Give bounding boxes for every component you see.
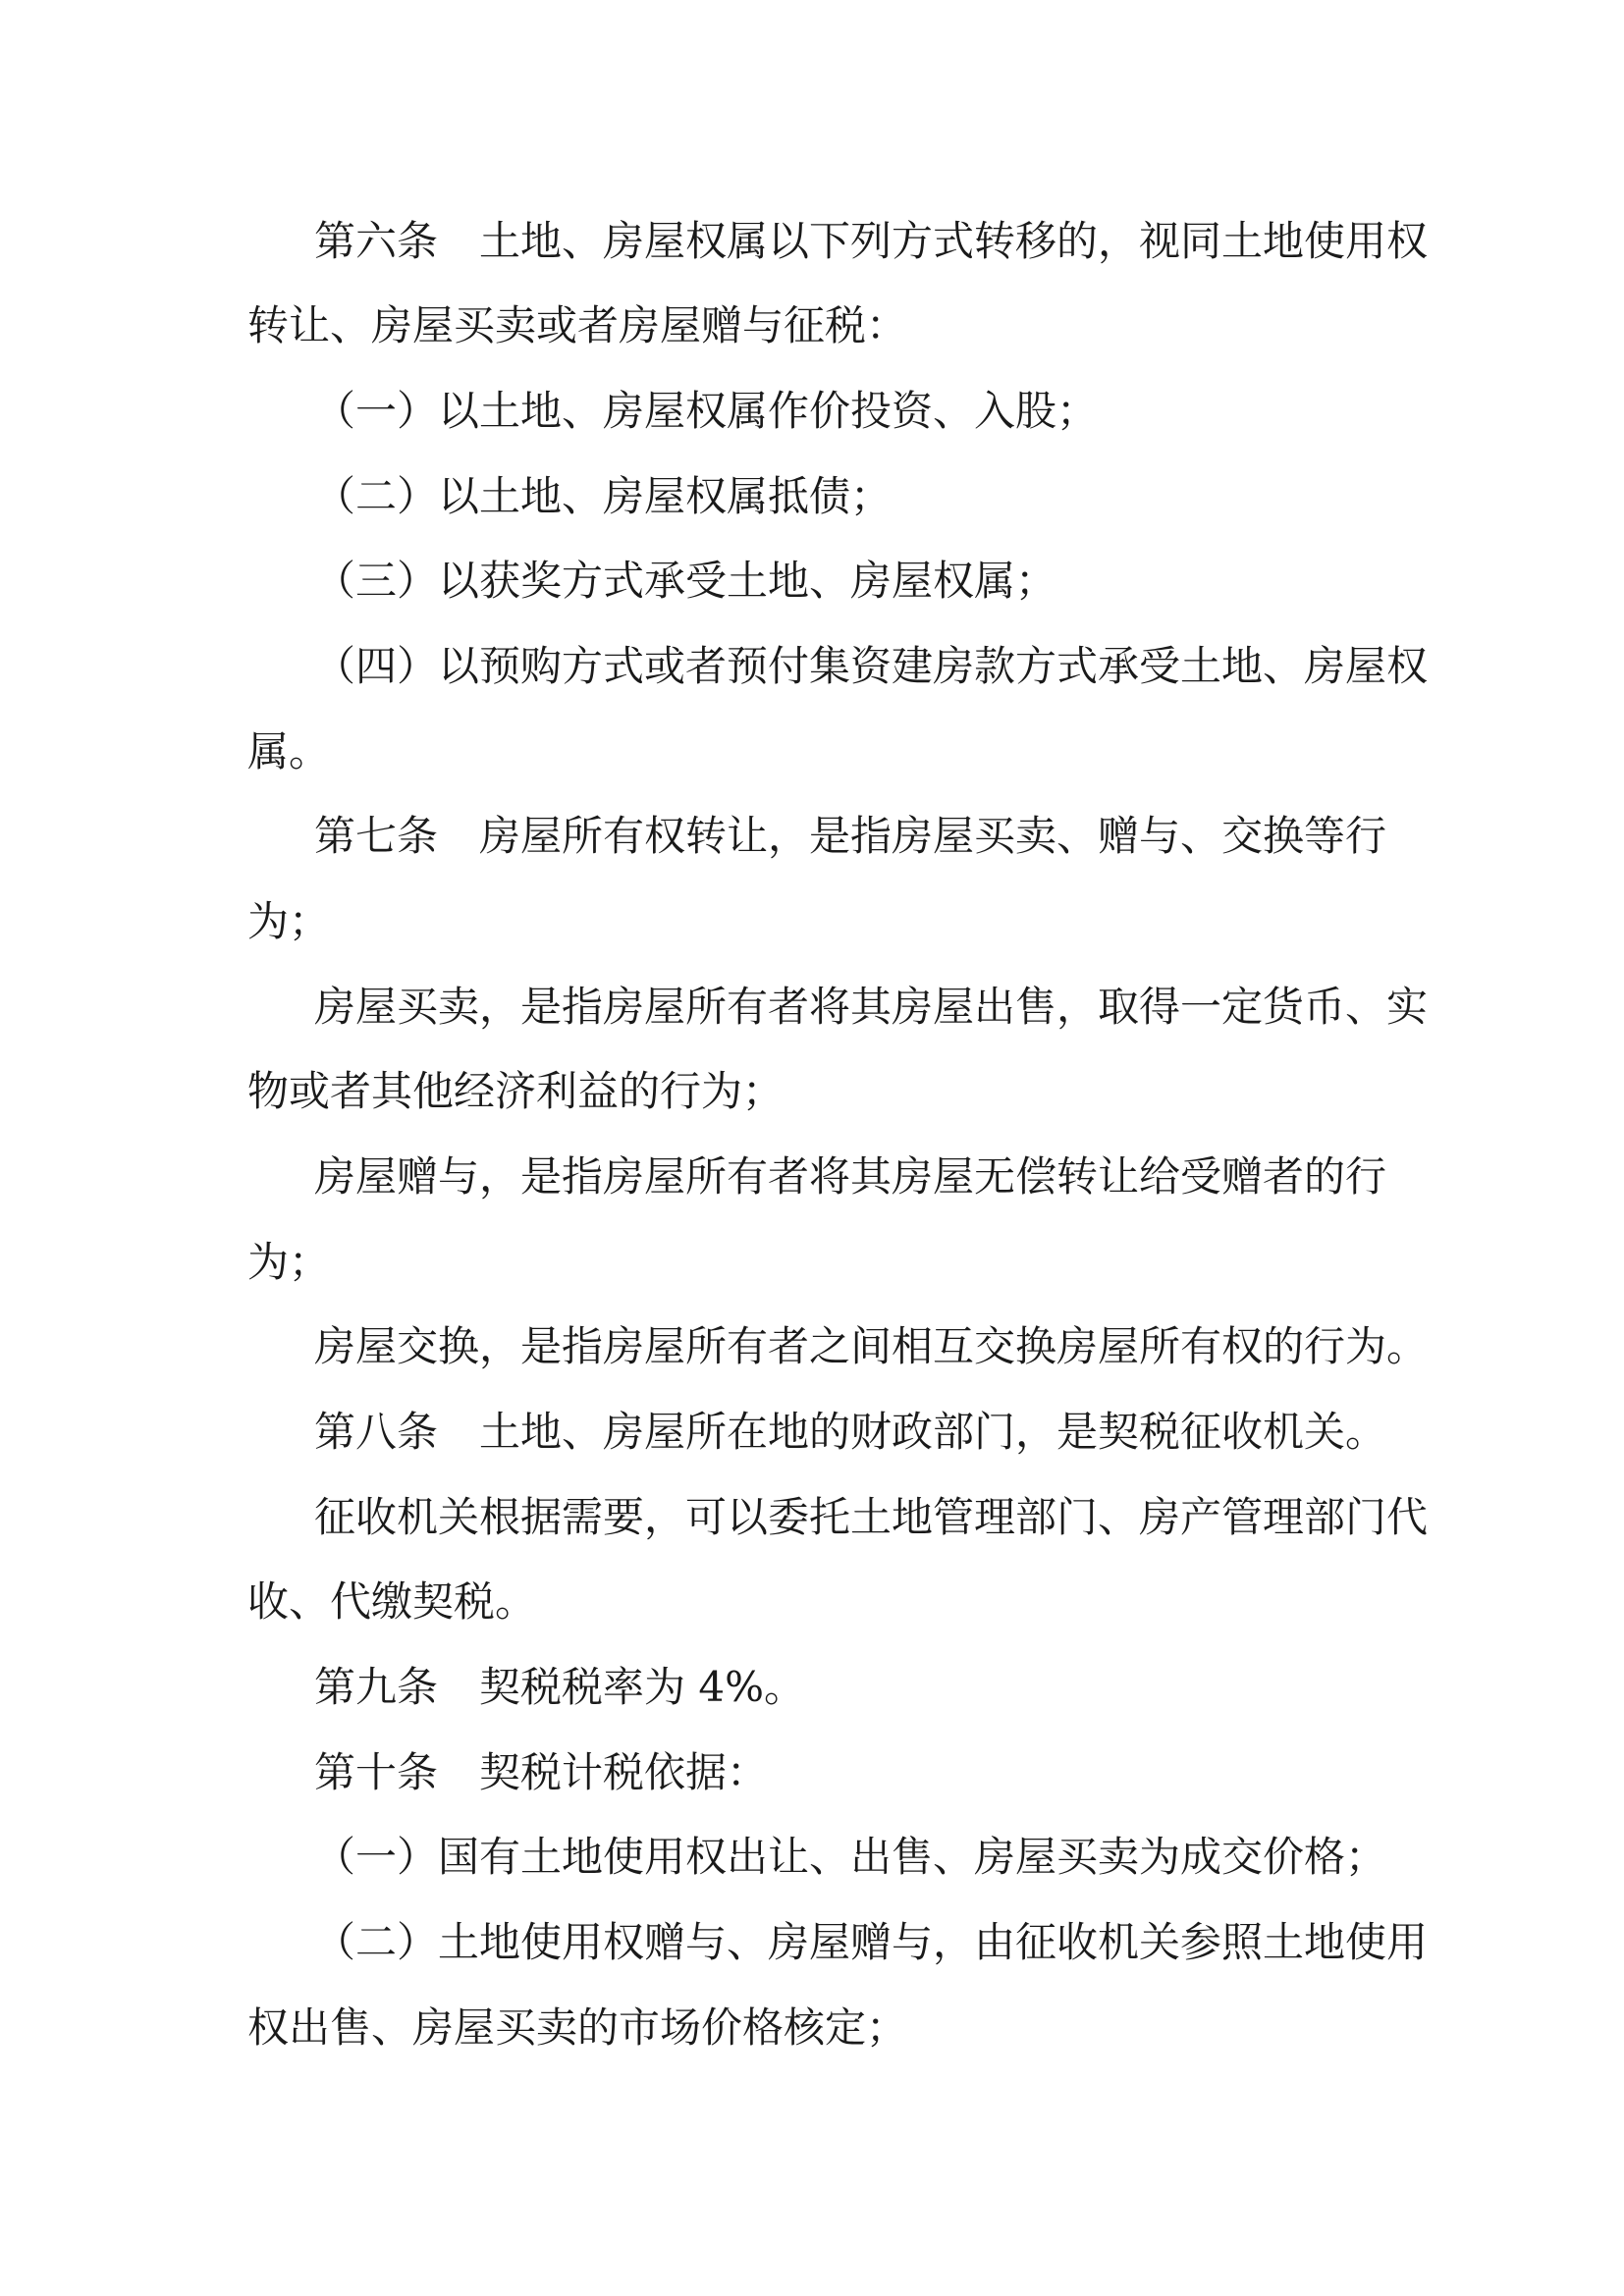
article-10-item-2-line-2: 权出售、房屋买卖的市场价格核定；	[247, 2003, 908, 2052]
article-10-item-1: （一）国有土地使用权出让、出售、房屋买卖为成交价格；	[314, 1833, 1387, 1881]
article-9-line: 第九条 契税税率为 4%。	[314, 1663, 805, 1711]
article-7-line-1: 第七条 房屋所有权转让，是指房屋买卖、赠与、交换等行	[314, 812, 1387, 860]
article-8-line-2: 征收机关根据需要，可以委托土地管理部门、房产管理部门代	[314, 1493, 1429, 1541]
article-8-line-3: 收、代缴契税。	[247, 1577, 537, 1626]
article-6-item-4-line-2: 属。	[247, 727, 331, 775]
article-10-item-2-line-1: （二）土地使用权赠与、房屋赠与，由征收机关参照土地使用	[314, 1918, 1429, 1966]
article-7-line-2: 为；	[247, 897, 331, 945]
article-8-line-1: 第八条 土地、房屋所在地的财政部门，是契税征收机关。	[314, 1408, 1387, 1456]
article-10-line: 第十条 契税计税依据：	[314, 1748, 769, 1796]
house-exchange-line: 房屋交换，是指房屋所有者之间相互交换房屋所有权的行为。	[314, 1322, 1429, 1370]
article-6-item-3: （三）以获奖方式承受土地、房屋权属；	[314, 557, 1057, 605]
house-sale-line-1: 房屋买卖，是指房屋所有者将其房屋出售，取得一定货币、实	[314, 983, 1429, 1031]
article-6-item-4-line-1: （四）以预购方式或者预付集资建房款方式承受土地、房屋权	[314, 642, 1429, 690]
article-6-line-2: 转让、房屋买卖或者房屋赠与征税：	[247, 301, 908, 349]
article-6-item-1: （一）以土地、房屋权属作价投资、入股；	[314, 387, 1099, 435]
house-sale-line-2: 物或者其他经济利益的行为；	[247, 1067, 785, 1115]
article-6-line-1: 第六条 土地、房屋权属以下列方式转移的，视同土地使用权	[314, 217, 1429, 265]
article-6-item-2: （二）以土地、房屋权属抵债；	[314, 472, 893, 520]
house-gift-line-2: 为；	[247, 1238, 331, 1286]
house-gift-line-1: 房屋赠与，是指房屋所有者将其房屋无偿转让给受赠者的行	[314, 1152, 1387, 1201]
